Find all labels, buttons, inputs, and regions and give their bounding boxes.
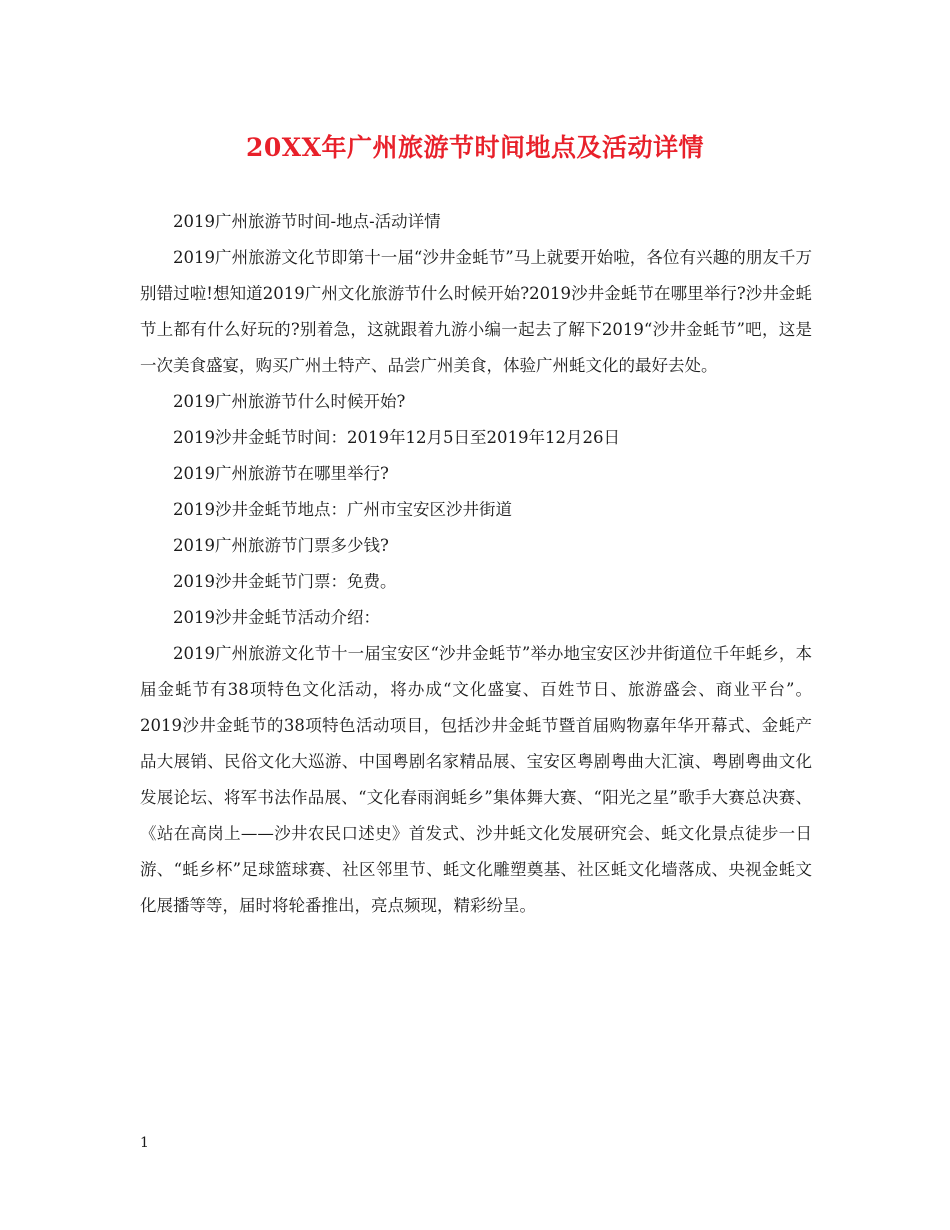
paragraph-activity-details: 2019广州旅游文化节十一届宝安区“沙井金蚝节”举办地宝安区沙井街道位千年蚝乡，本届金蚝节有38项特色文化活动，将办成“文化盛宴、百姓节日、旅游盛会、商业平台”。2019沙井金蚝节的38项特色活动项目，包括沙井金蚝节暨首届购物嘉年华开幕式、金蚝产品大展销、民俗文化大巡游、中国粤剧名家精品展、宝安区粤剧粤曲大汇演、粤剧粤曲文化发展论坛、将军书法作品展、“文化春雨润蚝乡”集体舞大赛、“阳光之星”歌手大赛总决赛、《站在高岗上——沙井农民口述史》首发式、沙井蚝文化发展研究会、蚝文化景点徒步一日游、“蚝乡杯”足球篮球赛、社区邻里节、蚝文化雕塑奠基、社区蚝文化墙落成、央视金蚝文化展播等等，届时将轮番推出，亮点频现，精彩纷呈。 [140, 644, 812, 915]
paragraph-activity-heading: 2019沙井金蚝节活动介绍： [173, 608, 380, 627]
page-number: 1 [140, 1135, 149, 1151]
paragraph-answer-location: 2019沙井金蚝节地点：广州市宝安区沙井街道 [173, 500, 512, 519]
paragraph-answer-ticket: 2019沙井金蚝节门票：免费。 [173, 572, 397, 591]
document-title: 20XX年广州旅游节时间地点及活动详情 [245, 133, 705, 162]
paragraph-question-location: 2019广州旅游节在哪里举行? [173, 464, 389, 483]
paragraph-intro: 2019广州旅游文化节即第十一届“沙井金蚝节”马上就要开始啦，各位有兴趣的朋友千万别错过啦!想知道2019广州文化旅游节什么时候开始?2019沙井金蚝节在哪里举行?沙井金蚝节上都有什么好玩的?别着急，这就跟着九游小编一起去了解下2019“沙井金蚝节”吧，这是一次美食盛宴，购买广州土特产、品尝广州美食，体验广州蚝文化的最好去处。 [140, 248, 812, 375]
paragraph-answer-time: 2019沙井金蚝节时间：2019年12月5日至2019年12月26日 [173, 428, 620, 447]
paragraph-subtitle: 2019广州旅游节时间-地点-活动详情 [173, 212, 441, 231]
paragraph-question-time: 2019广州旅游节什么时候开始? [173, 392, 406, 411]
document-body [140, 204, 812, 924]
paragraph-question-ticket: 2019广州旅游节门票多少钱? [173, 536, 389, 555]
